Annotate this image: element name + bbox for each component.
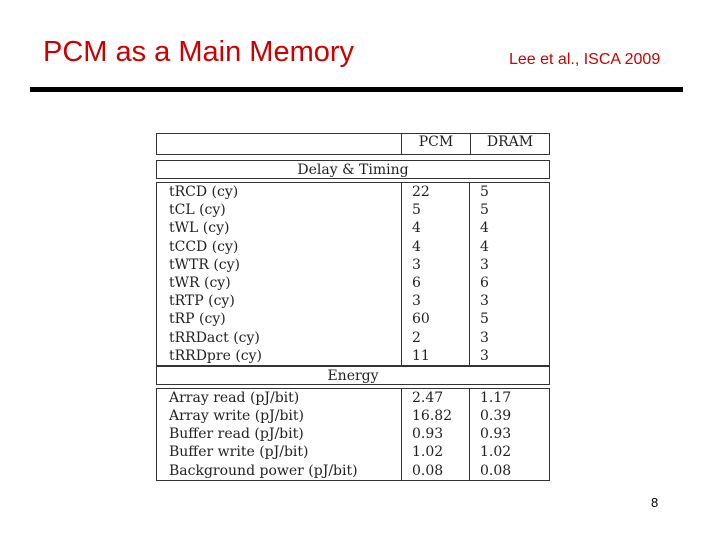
row-label: tRRDpre (cy) [169, 347, 262, 364]
timing-energy-table [156, 133, 550, 481]
pcm-value: 11 [412, 347, 430, 364]
page-number: 8 [651, 495, 659, 510]
table-header-row [157, 134, 549, 154]
dram-value: 1.02 [480, 444, 512, 461]
pcm-value: 16.82 [412, 408, 453, 425]
dram-value: 5 [480, 202, 489, 219]
dram-values [469, 183, 549, 365]
row-label: tCCD (cy) [169, 238, 239, 255]
row-label: tWR (cy) [169, 274, 231, 291]
row-label: tRP (cy) [169, 311, 226, 328]
pcm-value: 3 [412, 256, 421, 273]
row-label: Background power (pJ/bit) [169, 462, 358, 479]
column-header-dram: DRAM [470, 134, 549, 154]
row-label: tRCD (cy) [169, 184, 239, 200]
dram-value: 5 [480, 184, 489, 200]
pcm-value: 0.08 [412, 462, 444, 479]
pcm-value: 5 [412, 202, 421, 219]
dram-value: 3 [480, 329, 489, 346]
dram-value: 4 [480, 220, 489, 237]
dram-value: 6 [480, 274, 489, 291]
section-title-delay: Delay & Timing [156, 160, 550, 179]
row-label: tWL (cy) [169, 220, 230, 237]
dram-value: 3 [480, 347, 489, 364]
row-label: tCL (cy) [169, 202, 226, 219]
pcm-value: 0.93 [412, 426, 444, 443]
pcm-value: 22 [412, 184, 430, 200]
dram-value: 0.93 [480, 426, 512, 443]
title-divider [30, 87, 683, 92]
dram-value: 3 [480, 293, 489, 310]
pcm-value: 6 [412, 274, 421, 291]
pcm-value: 4 [412, 238, 421, 255]
row-labels [157, 183, 401, 365]
pcm-value: 4 [412, 220, 421, 237]
dram-value: 0.08 [480, 462, 512, 479]
pcm-values [401, 183, 469, 365]
energy-block [156, 388, 550, 481]
dram-value: 5 [480, 311, 489, 328]
dram-value: 4 [480, 238, 489, 255]
row-label: Array write (pJ/bit) [169, 408, 304, 425]
slide-title: PCM as a Main Memory [43, 36, 355, 68]
row-label: Array read (pJ/bit) [169, 389, 300, 406]
citation: Lee et al., ISCA 2009 [509, 51, 661, 68]
row-label: tRTP (cy) [169, 293, 235, 310]
pcm-value: 60 [412, 311, 430, 328]
pcm-value: 1.02 [412, 444, 444, 461]
column-header-pcm: PCM [401, 134, 470, 154]
pcm-value: 2.47 [412, 389, 444, 406]
pcm-value: 2 [412, 329, 421, 346]
dram-value: 0.39 [480, 408, 512, 425]
delay-timing-block [156, 182, 550, 366]
section-title-energy: Energy [156, 366, 550, 385]
pcm-value: 3 [412, 293, 421, 310]
dram-values [469, 389, 549, 480]
header-blank-cell [157, 134, 401, 154]
pcm-values [401, 389, 469, 480]
row-label: tWTR (cy) [169, 256, 241, 273]
row-label: Buffer write (pJ/bit) [169, 444, 309, 461]
row-label: Buffer read (pJ/bit) [169, 426, 304, 443]
dram-value: 3 [480, 256, 489, 273]
row-label: tRRDact (cy) [169, 329, 260, 346]
table-frame [156, 133, 550, 155]
row-labels [157, 389, 401, 480]
dram-value: 1.17 [480, 389, 512, 406]
